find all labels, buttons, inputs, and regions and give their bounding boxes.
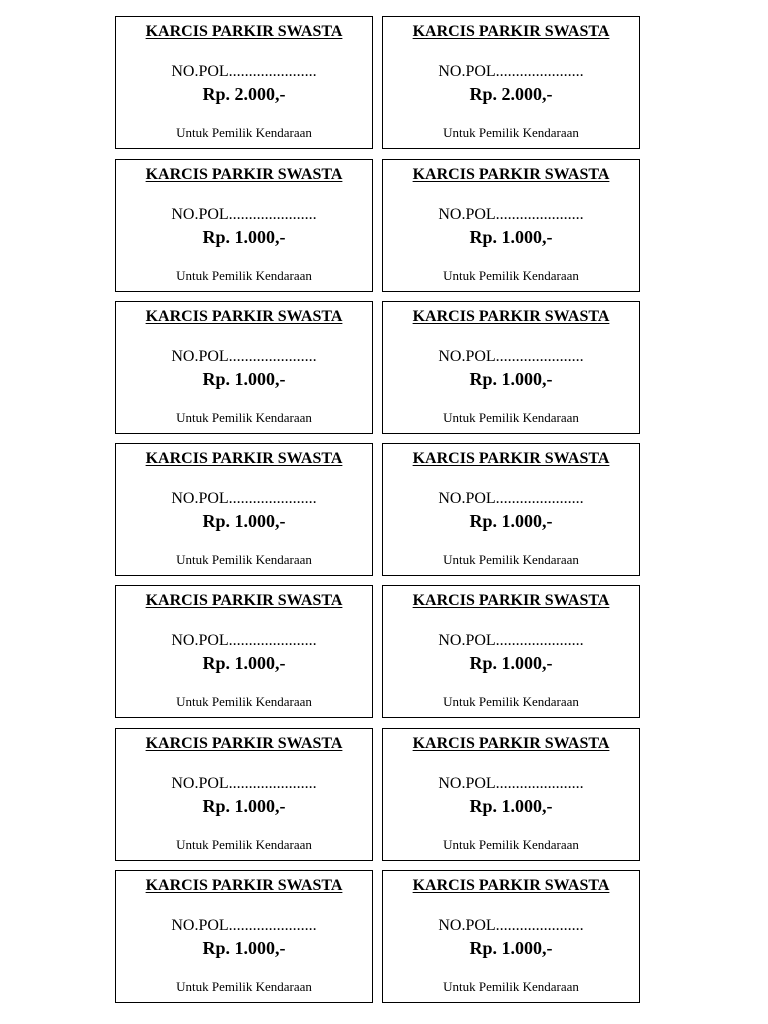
- parking-ticket: [382, 585, 640, 718]
- ticket-price: Rp. 1.000,-: [469, 511, 553, 531]
- ticket-title: KARCIS PARKIR SWASTA: [145, 166, 343, 183]
- ticket-price: Rp. 1.000,-: [202, 511, 286, 531]
- ticket-price: Rp. 1.000,-: [469, 796, 553, 816]
- ticket-price: Rp. 1.000,-: [469, 369, 553, 389]
- license-plate-field: NO.POL......................: [438, 206, 584, 223]
- ticket-footer: Untuk Pemilik Kendaraan: [443, 125, 579, 140]
- ticket-title: KARCIS PARKIR SWASTA: [145, 308, 343, 325]
- ticket-price: Rp. 2.000,-: [202, 84, 286, 104]
- ticket-price: Rp. 1.000,-: [469, 653, 553, 673]
- ticket-footer: Untuk Pemilik Kendaraan: [176, 837, 312, 852]
- ticket-footer: Untuk Pemilik Kendaraan: [176, 410, 312, 425]
- license-plate-field: NO.POL......................: [171, 490, 317, 507]
- license-plate-field: NO.POL......................: [438, 917, 584, 934]
- ticket-title: KARCIS PARKIR SWASTA: [412, 735, 610, 752]
- license-plate-field: NO.POL......................: [171, 206, 317, 223]
- parking-ticket: [115, 870, 373, 1003]
- ticket-footer: Untuk Pemilik Kendaraan: [176, 268, 312, 283]
- ticket-price: Rp. 1.000,-: [202, 369, 286, 389]
- ticket-footer: Untuk Pemilik Kendaraan: [176, 552, 312, 567]
- ticket-footer: Untuk Pemilik Kendaraan: [443, 837, 579, 852]
- parking-ticket: [382, 16, 640, 149]
- parking-ticket: [382, 870, 640, 1003]
- parking-ticket: [382, 159, 640, 292]
- ticket-footer: Untuk Pemilik Kendaraan: [443, 552, 579, 567]
- ticket-title: KARCIS PARKIR SWASTA: [412, 592, 610, 609]
- license-plate-field: NO.POL......................: [438, 490, 584, 507]
- license-plate-field: NO.POL......................: [438, 632, 584, 649]
- license-plate-field: NO.POL......................: [171, 63, 317, 80]
- ticket-title: KARCIS PARKIR SWASTA: [412, 166, 610, 183]
- parking-ticket: [382, 443, 640, 576]
- ticket-footer: Untuk Pemilik Kendaraan: [443, 694, 579, 709]
- license-plate-field: NO.POL......................: [438, 63, 584, 80]
- ticket-title: KARCIS PARKIR SWASTA: [412, 877, 610, 894]
- ticket-title: KARCIS PARKIR SWASTA: [412, 450, 610, 467]
- license-plate-field: NO.POL......................: [438, 348, 584, 365]
- ticket-price: Rp. 1.000,-: [202, 796, 286, 816]
- ticket-price: Rp. 1.000,-: [202, 938, 286, 958]
- license-plate-field: NO.POL......................: [171, 775, 317, 792]
- ticket-footer: Untuk Pemilik Kendaraan: [176, 694, 312, 709]
- ticket-footer: Untuk Pemilik Kendaraan: [176, 125, 312, 140]
- ticket-title: KARCIS PARKIR SWASTA: [412, 308, 610, 325]
- ticket-price: Rp. 2.000,-: [469, 84, 553, 104]
- parking-ticket: [115, 585, 373, 718]
- ticket-title: KARCIS PARKIR SWASTA: [145, 877, 343, 894]
- ticket-title: KARCIS PARKIR SWASTA: [412, 23, 610, 40]
- ticket-title: KARCIS PARKIR SWASTA: [145, 735, 343, 752]
- ticket-title: KARCIS PARKIR SWASTA: [145, 23, 343, 40]
- ticket-title: KARCIS PARKIR SWASTA: [145, 592, 343, 609]
- parking-ticket: [382, 301, 640, 434]
- parking-ticket: [115, 301, 373, 434]
- parking-ticket: [382, 728, 640, 861]
- parking-ticket: [115, 16, 373, 149]
- ticket-footer: Untuk Pemilik Kendaraan: [443, 979, 579, 994]
- parking-ticket: [115, 728, 373, 861]
- parking-ticket: [115, 443, 373, 576]
- ticket-price: Rp. 1.000,-: [469, 227, 553, 247]
- ticket-price: Rp. 1.000,-: [469, 938, 553, 958]
- ticket-footer: Untuk Pemilik Kendaraan: [443, 410, 579, 425]
- license-plate-field: NO.POL......................: [438, 775, 584, 792]
- ticket-footer: Untuk Pemilik Kendaraan: [176, 979, 312, 994]
- ticket-price: Rp. 1.000,-: [202, 227, 286, 247]
- ticket-footer: Untuk Pemilik Kendaraan: [443, 268, 579, 283]
- license-plate-field: NO.POL......................: [171, 632, 317, 649]
- license-plate-field: NO.POL......................: [171, 348, 317, 365]
- ticket-title: KARCIS PARKIR SWASTA: [145, 450, 343, 467]
- license-plate-field: NO.POL......................: [171, 917, 317, 934]
- ticket-price: Rp. 1.000,-: [202, 653, 286, 673]
- parking-ticket: [115, 159, 373, 292]
